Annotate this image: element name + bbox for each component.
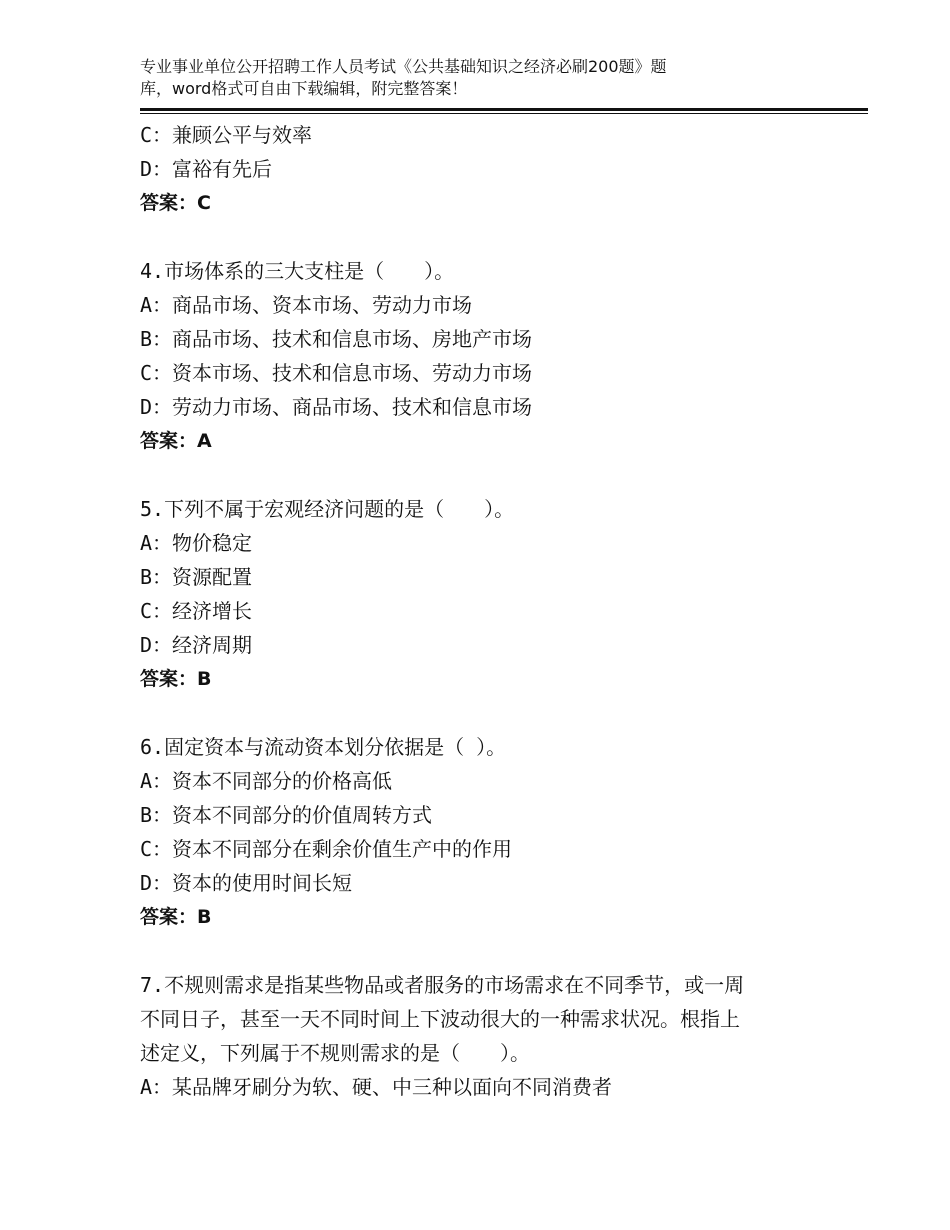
spacer <box>140 934 868 968</box>
question-6-option-d: D：资本的使用时间长短 <box>140 871 353 895</box>
question-3-option-c: C：兼顾公平与效率 <box>140 123 313 147</box>
question-5-option-c: C：经济增长 <box>140 599 253 623</box>
question-5-answer: 答案：B <box>140 668 212 690</box>
spacer <box>140 696 868 730</box>
spacer <box>140 220 868 254</box>
question-6-option-b: B：资本不同部分的价值周转方式 <box>140 803 433 827</box>
question-7-option-a: A：某品牌牙刷分为软、硬、中三种以面向不同消费者 <box>140 1075 613 1099</box>
document-body <box>140 118 868 1104</box>
question-3-answer: 答案：C <box>140 192 211 214</box>
question-3-tail <box>140 118 868 220</box>
question-7-stem-line-2: 不同日子，甚至一天不同时间上下波动很大的一种需求状况。根指上 <box>140 1007 740 1031</box>
header-rule-thin <box>140 113 868 114</box>
question-4-answer: 答案：A <box>140 430 212 452</box>
question-7-stem-line-1: 7.不规则需求是指某些物品或者服务的市场需求在不同季节，或一周 <box>140 973 745 997</box>
question-3-option-d: D：富裕有先后 <box>140 157 273 181</box>
question-6-option-c: C：资本不同部分在剩余价值生产中的作用 <box>140 837 513 861</box>
page-header <box>140 0 780 100</box>
question-4-option-b: B：商品市场、技术和信息市场、房地产市场 <box>140 327 533 351</box>
question-6-option-a: A：资本不同部分的价格高低 <box>140 769 393 793</box>
question-6 <box>140 730 868 934</box>
question-5-stem: 5.下列不属于宏观经济问题的是（ ）。 <box>140 497 515 521</box>
question-6-answer: 答案：B <box>140 906 212 928</box>
question-7 <box>140 968 868 1104</box>
question-5-option-d: D：经济周期 <box>140 633 253 657</box>
question-4 <box>140 254 868 458</box>
question-4-stem: 4.市场体系的三大支柱是（ ）。 <box>140 259 455 283</box>
question-4-option-a: A：商品市场、资本市场、劳动力市场 <box>140 293 473 317</box>
question-4-option-c: C：资本市场、技术和信息市场、劳动力市场 <box>140 361 533 385</box>
header-rule-thick <box>140 108 868 111</box>
question-5-option-b: B：资源配置 <box>140 565 253 589</box>
question-5-option-a: A：物价稳定 <box>140 531 253 555</box>
question-7-stem-line-3: 述定义，下列属于不规则需求的是（ ）。 <box>140 1041 530 1065</box>
header-title-line-1: 专业事业单位公开招聘工作人员考试《公共基础知识之经济必刷200题》题 <box>140 57 667 76</box>
question-6-stem: 6.固定资本与流动资本划分依据是（ ）。 <box>140 735 507 759</box>
document-page <box>140 0 868 1104</box>
question-5 <box>140 492 868 696</box>
spacer <box>140 458 868 492</box>
question-4-option-d: D：劳动力市场、商品市场、技术和信息市场 <box>140 395 533 419</box>
header-title-line-2: 库，word格式可自由下载编辑，附完整答案！ <box>140 79 468 98</box>
